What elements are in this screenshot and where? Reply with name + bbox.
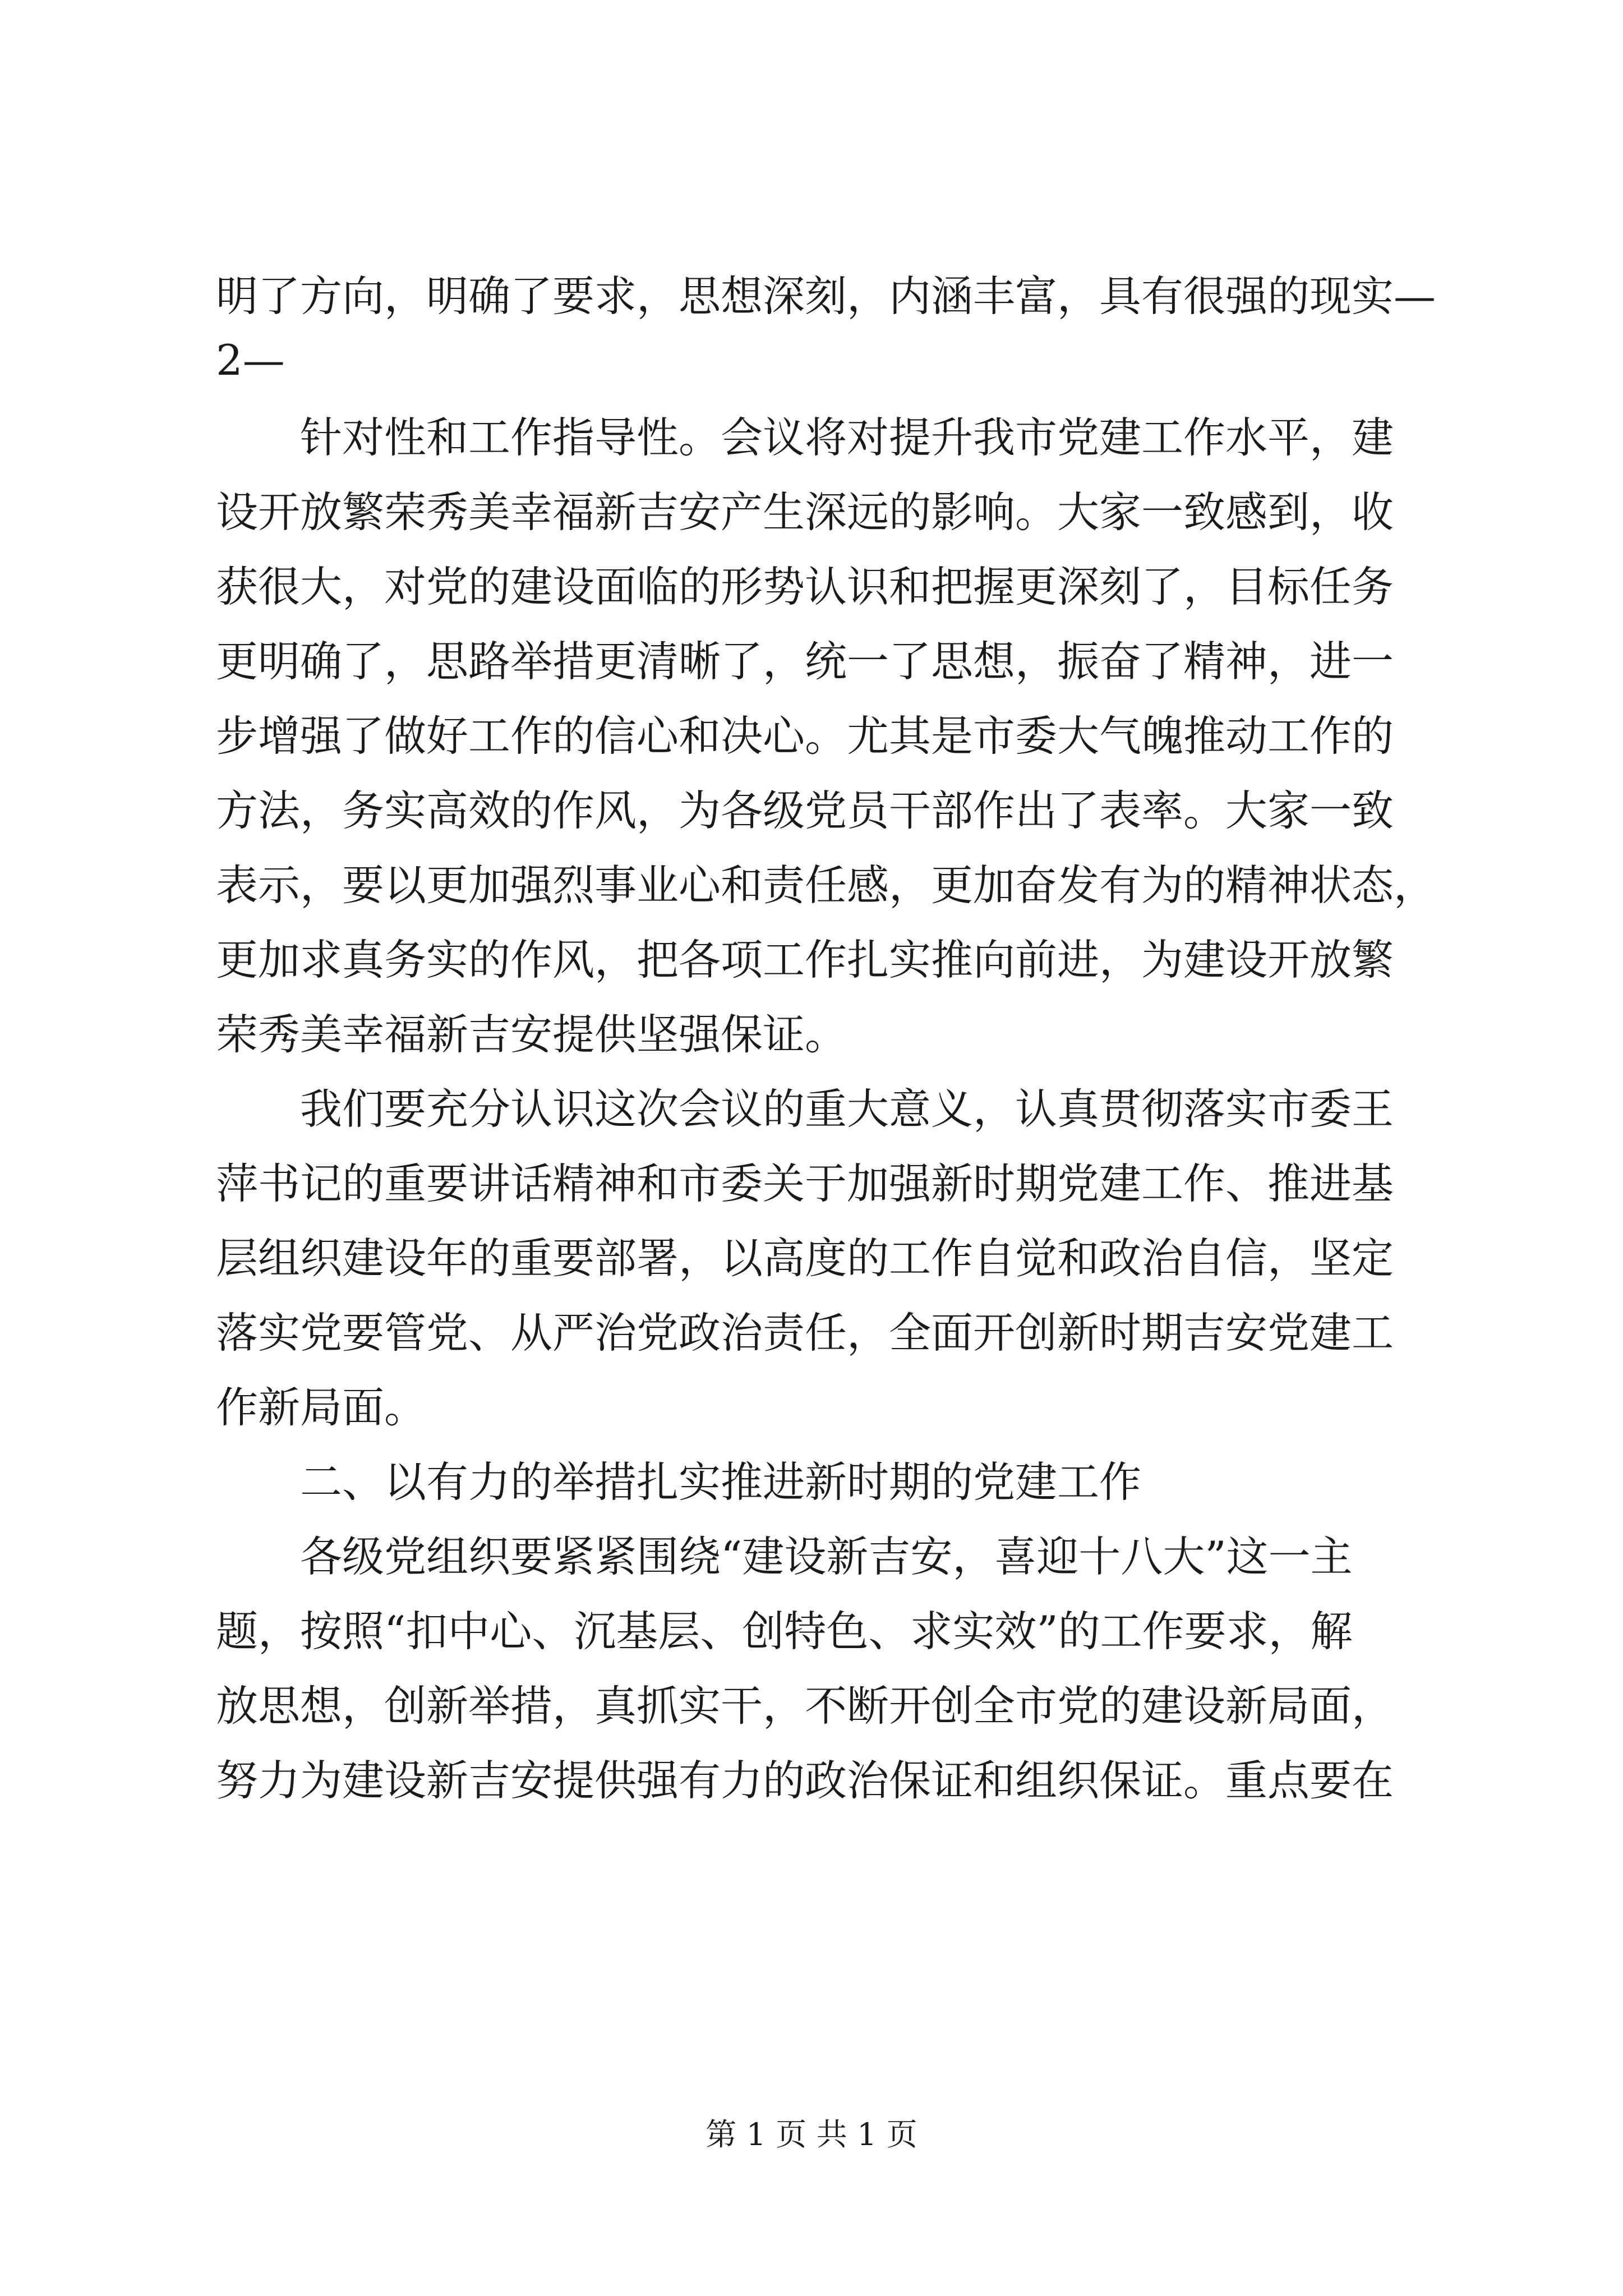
section-heading: 二、以有力的举措扎实推进新时期的党建工作	[300, 1457, 1142, 1507]
text-line: 方法，务实高效的作风，为各级党员干部作出了表率。大家一致	[216, 786, 1394, 835]
text-line: 设开放繁荣秀美幸福新吉安产生深远的影响。大家一致感到，收	[216, 487, 1394, 537]
text-line: 步增强了做好工作的信心和决心。尤其是市委大气魄推动工作的	[216, 711, 1394, 761]
text-line: 努力为建设新吉安提供强有力的政治保证和组织保证。重点要在	[216, 1756, 1394, 1805]
text-line: 明了方向，明确了要求，思想深刻，内涵丰富，具有很强的现实—	[216, 272, 1436, 321]
text-line: 更明确了，思路举措更清晰了，统一了思想，振奋了精神，进一	[216, 637, 1394, 686]
text-line: 表示，要以更加强烈事业心和责任感，更加奋发有为的精神状态，	[216, 861, 1436, 910]
page-footer: 第 1 页 共 1 页	[706, 2116, 917, 2152]
text-line: 作新局面。	[216, 1383, 427, 1432]
text-line: 荣秀美幸福新吉安提供坚强保证。	[216, 1010, 847, 1059]
text-line: 各级党组织要紧紧围绕“建设新吉安，喜迎十八大”这一主	[300, 1532, 1353, 1581]
text-line: 萍书记的重要讲话精神和市委关于加强新时期党建工作、推进基	[216, 1159, 1394, 1208]
text-line: 2—	[216, 335, 285, 385]
text-line: 针对性和工作指导性。会议将对提升我市党建工作水平，建	[300, 413, 1394, 462]
text-line: 落实党要管党、从严治党政治责任，全面开创新时期吉安党建工	[216, 1308, 1394, 1358]
text-line: 放思想，创新举措，真抓实干，不断开创全市党的建设新局面，	[216, 1681, 1394, 1731]
text-line: 更加求真务实的作风，把各项工作扎实推向前进，为建设开放繁	[216, 935, 1394, 984]
text-line: 获很大，对党的建设面临的形势认识和把握更深刻了，目标任务	[216, 562, 1394, 611]
text-line: 我们要充分认识这次会议的重大意义，认真贯彻落实市委王	[300, 1084, 1394, 1134]
text-line: 层组织建设年的重要部署，以高度的工作自觉和政治自信，坚定	[216, 1234, 1394, 1283]
text-line: 题，按照“扣中心、沉基层、创特色、求实效”的工作要求，解	[216, 1607, 1353, 1656]
